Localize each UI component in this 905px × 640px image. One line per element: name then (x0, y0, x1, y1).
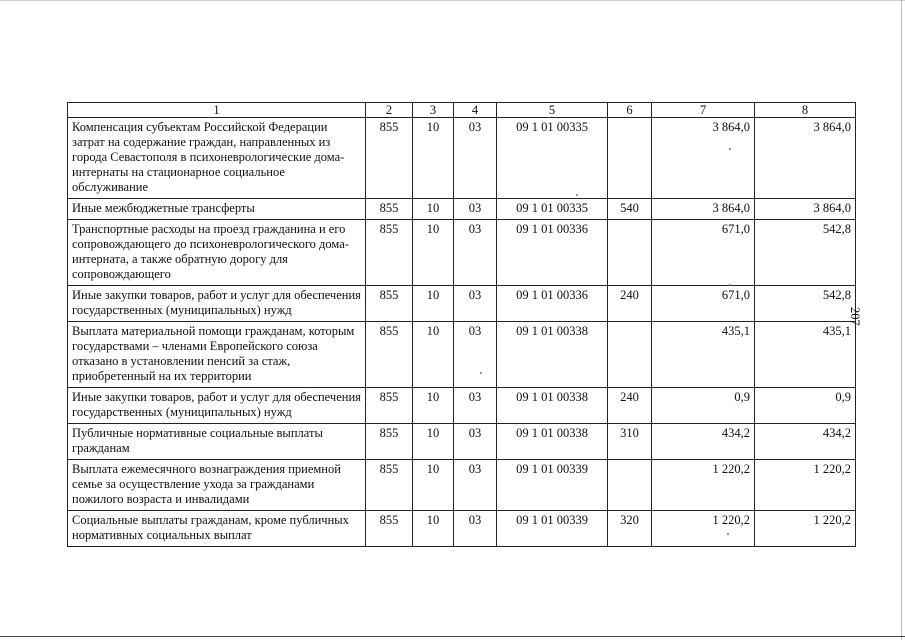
cell-amount-col8: 542,8 (755, 220, 856, 286)
cell-amount-col8: 435,1 (755, 322, 856, 388)
cell-expense-type (608, 220, 652, 286)
row-name: Публичные нормативные социальные выплаты гражданам (68, 424, 366, 460)
cell-expense-type (608, 118, 652, 199)
cell-subsection-code: 03 (454, 220, 497, 286)
cell-subsection-code: 03 (454, 388, 497, 424)
table-row (68, 199, 856, 220)
cell-target-article: 09 1 01 00335 (497, 199, 608, 220)
table-row (68, 511, 856, 547)
cell-expense-type: 540 (608, 199, 652, 220)
row-name: Иные закупки товаров, работ и услуг для обеспечения государственных (муниципальных) нужд (68, 388, 366, 424)
cell-target-article: 09 1 01 00335 (497, 118, 608, 199)
cell-ministry-code: 855 (366, 460, 413, 511)
cell-ministry-code: 855 (366, 388, 413, 424)
cell-section-code: 10 (413, 118, 454, 199)
cell-subsection-code: 03 (454, 460, 497, 511)
cell-target-article: 09 1 01 00338 (497, 322, 608, 388)
cell-amount-col7: 435,1 (652, 322, 755, 388)
cell-amount-col8: 3 864,0 (755, 118, 856, 199)
cell-amount-col7: 3 864,0 (652, 118, 755, 199)
table-row (68, 322, 856, 388)
cell-amount-col7: 3 864,0 (652, 199, 755, 220)
cell-expense-type: 240 (608, 388, 652, 424)
column-header: 7 (652, 103, 755, 118)
cell-subsection-code: 03 (454, 199, 497, 220)
cell-amount-col8: 1 220,2 (755, 460, 856, 511)
cell-amount-col8: 434,2 (755, 424, 856, 460)
cell-target-article: 09 1 01 00339 (497, 511, 608, 547)
cell-target-article: 09 1 01 00336 (497, 220, 608, 286)
table-body (68, 118, 856, 547)
cell-section-code: 10 (413, 199, 454, 220)
cell-subsection-code: 03 (454, 322, 497, 388)
cell-expense-type (608, 460, 652, 511)
row-name: Социальные выплаты гражданам, кроме публичных нормативных социальных выплат (68, 511, 366, 547)
cell-ministry-code: 855 (366, 220, 413, 286)
page-bottom-edge (0, 636, 905, 637)
scan-speck (729, 284, 731, 286)
scan-speck (729, 148, 731, 150)
cell-target-article: 09 1 01 00336 (497, 286, 608, 322)
cell-ministry-code: 855 (366, 118, 413, 199)
row-name: Иные межбюджетные трансферты (68, 199, 366, 220)
column-header: 2 (366, 103, 413, 118)
column-header: 8 (755, 103, 856, 118)
cell-section-code: 10 (413, 424, 454, 460)
table-header-row (68, 103, 856, 118)
column-header: 3 (413, 103, 454, 118)
row-name: Иные закупки товаров, работ и услуг для обеспечения государственных (муниципальных) нужд (68, 286, 366, 322)
cell-amount-col7: 671,0 (652, 286, 755, 322)
cell-expense-type: 320 (608, 511, 652, 547)
cell-amount-col7: 1 220,2 (652, 511, 755, 547)
cell-subsection-code: 03 (454, 424, 497, 460)
cell-amount-col7: 434,2 (652, 424, 755, 460)
row-name: Выплата материальной помощи гражданам, которым государствами – членами Европейского союза отказано в установлении пенсий за стаж, приобретенный на их территории (68, 322, 366, 388)
page-number: 207 (848, 307, 862, 326)
scan-speck (480, 372, 482, 374)
cell-subsection-code: 03 (454, 511, 497, 547)
cell-amount-col8: 0,9 (755, 388, 856, 424)
table-row (68, 424, 856, 460)
cell-expense-type: 310 (608, 424, 652, 460)
row-name: Компенсация субъектам Российской Федерации затрат на содержание граждан, направленных из города Севастополя в психоневрологические дома-интернаты на стационарное социальное обслуживание (68, 118, 366, 199)
cell-section-code: 10 (413, 322, 454, 388)
cell-expense-type: 240 (608, 286, 652, 322)
cell-section-code: 10 (413, 460, 454, 511)
cell-subsection-code: 03 (454, 118, 497, 199)
cell-target-article: 09 1 01 00339 (497, 460, 608, 511)
cell-section-code: 10 (413, 511, 454, 547)
page-right-edge (901, 0, 902, 640)
column-header: 4 (454, 103, 497, 118)
table-row (68, 460, 856, 511)
cell-amount-col8: 542,8 (755, 286, 856, 322)
cell-amount-col7: 0,9 (652, 388, 755, 424)
cell-section-code: 10 (413, 220, 454, 286)
budget-table (67, 102, 856, 547)
cell-section-code: 10 (413, 388, 454, 424)
cell-amount-col8: 1 220,2 (755, 511, 856, 547)
table-row (68, 388, 856, 424)
cell-amount-col8: 3 864,0 (755, 199, 856, 220)
table-row (68, 118, 856, 199)
cell-ministry-code: 855 (366, 322, 413, 388)
cell-expense-type (608, 322, 652, 388)
cell-ministry-code: 855 (366, 511, 413, 547)
cell-amount-col7: 671,0 (652, 220, 755, 286)
cell-ministry-code: 855 (366, 199, 413, 220)
column-header: 5 (497, 103, 608, 118)
scan-speck (727, 533, 729, 535)
page-top-edge (0, 0, 905, 1)
cell-ministry-code: 855 (366, 424, 413, 460)
scan-speck (576, 194, 578, 196)
column-header: 1 (68, 103, 366, 118)
column-header: 6 (608, 103, 652, 118)
cell-section-code: 10 (413, 286, 454, 322)
row-name: Выплата ежемесячного вознаграждения приемной семье за осуществление ухода за гражданами пожилого возраста и инвалидами (68, 460, 366, 511)
cell-target-article: 09 1 01 00338 (497, 388, 608, 424)
cell-ministry-code: 855 (366, 286, 413, 322)
cell-target-article: 09 1 01 00338 (497, 424, 608, 460)
table-row (68, 220, 856, 286)
row-name: Транспортные расходы на проезд гражданина и его сопровождающего до психоневрологического дома-интерната, а также обратную дорогу для сопровождающего (68, 220, 366, 286)
cell-subsection-code: 03 (454, 286, 497, 322)
cell-amount-col7: 1 220,2 (652, 460, 755, 511)
table-row (68, 286, 856, 322)
